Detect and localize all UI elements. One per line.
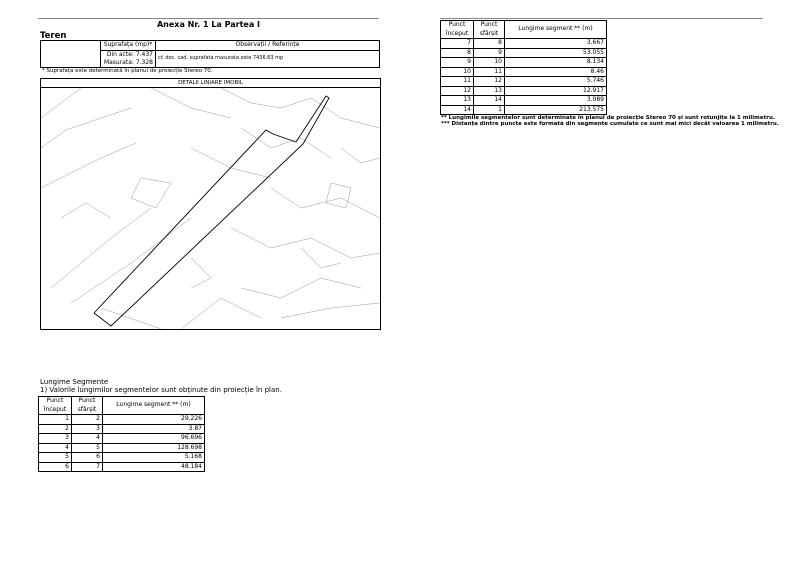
top-rule-right xyxy=(440,18,763,19)
segments-heading: Lungime Segmente xyxy=(40,378,109,386)
table-row: 3 4 96.696 xyxy=(39,434,205,444)
col-start: Punct început xyxy=(441,21,474,39)
segments-subheading: 1) Valorile lungimilor segmentelor sunt obținute din proiecție în plan. xyxy=(40,386,282,394)
table-row: 7 8 3.667 xyxy=(441,39,607,49)
table-row: 6 7 48.184 xyxy=(39,462,205,472)
top-rule-left xyxy=(38,18,379,19)
surface-col-header: Suprafața (mp)* xyxy=(101,41,156,51)
col-start: Punct început xyxy=(39,397,72,415)
surface-masurata: Masurata: 7.328 xyxy=(103,58,153,66)
section-title: Teren xyxy=(40,31,67,41)
parcel-map xyxy=(41,88,380,329)
col-length: Lungime segment ** (m) xyxy=(505,21,607,39)
surface-table xyxy=(40,40,380,68)
surface-note: * Suprafața este determinată în planul de proiecție Stereo 70. xyxy=(42,68,213,74)
table-row: 14 1 213.575 xyxy=(441,105,607,115)
table-row: 9 10 8.134 xyxy=(441,58,607,68)
segments-table-left xyxy=(38,396,205,472)
segments-note-1: ** Lungimile segmentelor sunt determinate în planul de proiecție Stereo 70 și sunt rotunjite la 1 milimetru. xyxy=(441,115,775,121)
obs-col-header: Observații / Referințe xyxy=(156,41,380,51)
table-row: 11 12 5.746 xyxy=(441,77,607,87)
surface-values-cell xyxy=(101,50,156,67)
col-end: Punct sfârșit xyxy=(474,21,505,39)
col-length: Lungime segment ** (m) xyxy=(103,397,205,415)
obs-text: cf. doc. cad. suprafata masurata este 7436,63 mp xyxy=(156,50,380,67)
table-row: 13 14 3.089 xyxy=(441,96,607,106)
table-row: 12 13 12.917 xyxy=(441,86,607,96)
map-panel xyxy=(40,78,381,330)
table-row: 10 11 8.46 xyxy=(441,67,607,77)
table-row: 1 2 29.226 xyxy=(39,415,205,425)
surface-empty-cell xyxy=(41,41,101,51)
table-row: 2 3 3.87 xyxy=(39,424,205,434)
col-end: Punct sfârșit xyxy=(72,397,103,415)
table-row: 8 9 53.055 xyxy=(441,48,607,58)
map-title: DETALII LINIARE IMOBIL xyxy=(41,79,380,88)
segments-table-right xyxy=(440,20,607,115)
table-row: 5 6 5.168 xyxy=(39,453,205,463)
segments-note-2: *** Distanța dintre puncte este formată din segmente cumulate ce sunt mai mici decât valoarea 1 milimetru. xyxy=(441,121,779,127)
surface-acte: Din acte: 7.437 xyxy=(106,50,153,58)
surface-empty-cell-2 xyxy=(41,50,101,67)
annex-title: Anexa Nr. 1 La Partea I xyxy=(156,20,260,29)
table-row: 4 5 128.698 xyxy=(39,443,205,453)
